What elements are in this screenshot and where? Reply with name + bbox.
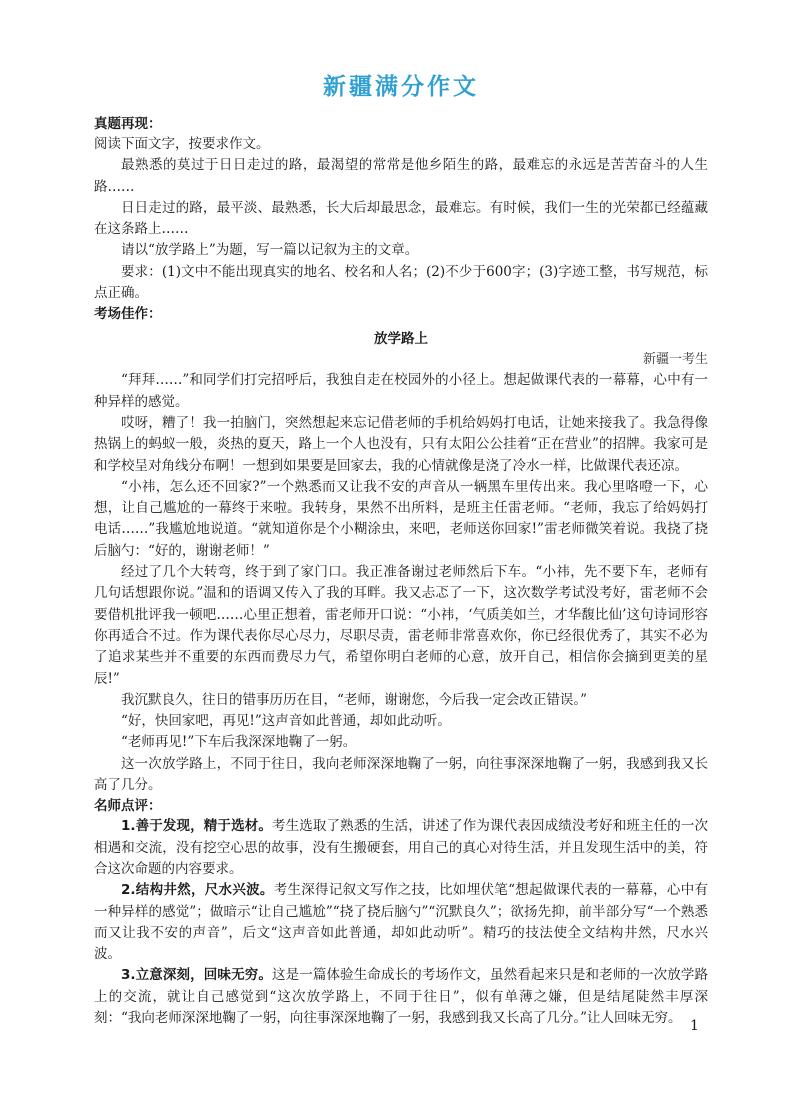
essay-paragraph: 经过了几个大转弯，终于到了家门口。我正准备谢过老师然后下车。“小祎，先不要下车，老师有几句话想跟你说。”温和的语调又传入了我的耳畔。我又忐忑了一下，这次数学考试没考好，雷老师不会要借机批评我一顿吧……心里正想着，雷老师开口说：“小祎，‘气质美如兰，才华馥比仙’这句诗词形容你再适合不过。作为课代表你尽心尽力，尽职尽责，雷老师非常喜欢你，你已经很优秀了，其实不必为了追求某些并不重要的东西而费尽力气，希望你明白老师的心意，放开自己，相信你会摘到更美的星辰!” [94,564,708,687]
document-page [94,72,708,1029]
comment-point-lead: 2.结构井然，尺水兴波。 [121,882,274,899]
comment-point-text: 考生深得记叙文写作之技，比如埋伏笔“想起做课代表的一幕幕，心中有一种异样的感觉”；做暗示“让自己尴尬”“挠了挠后脑勺”“沉默良久”；欲扬先抑，前半部分写“一个熟悉而又让我不安的声音”，后文“这声音如此普通，却如此动听”。精巧的技法使全文结构井然，尺水兴波。 [94,882,708,963]
comment-section [94,796,708,1029]
page-title: 新疆满分作文 [323,74,479,100]
prompt-heading: 真题再现： [94,116,162,132]
essay-paragraph: “拜拜……”和同学们打完招呼后，我独自走在校园外的小径上。想起做课代表的一幕幕，心中有一种异样的感觉。 [94,372,708,410]
essay-paragraph: 我沉默良久，往日的错事历历在目，“老师，谢谢您，今后我一定会改正错误。” [121,691,588,708]
comment-point [94,880,708,965]
comment-heading: 名师点评： [94,798,162,815]
essay-heading: 考场佳作： [94,306,162,323]
prompt-quote-2: 日日走过的路，最平淡、最熟悉，长大后却最思念，最难忘。有时候，我们一生的光荣都已经蕴藏在这条路上…… [94,199,708,238]
prompt-section [94,114,708,304]
essay-paragraph: 这一次放学路上，不同于往日，我向老师深深地鞠了一躬，向往事深深地鞠了一躬，我感到我又长高了几分。 [94,755,708,794]
comment-point [94,816,708,880]
comment-point [94,965,708,1029]
prompt-instruction: 请以“放学路上”为题，写一篇以记叙为主的文章。 [121,242,419,259]
comment-point-lead: 1.善于发现，精于选材。 [121,818,272,835]
comment-point-text: 这是一篇体验生命成长的考场作文，虽然看起来只是和老师的一次放学路上的交流，就让自己感觉到“这次放学路上，不同于往日”，似有单薄之嫌，但是结尾陡然丰厚深刻：“我向老师深深地鞠了一躬，向往事深深地鞠了一躬，我感到我又长高了几分。”让人回味无穷。 [94,967,709,1026]
essay-paragraph: 哎呀，糟了！我一拍脑门，突然想起来忘记借老师的手机给妈妈打电话，让她来接我了。我急得像热锅上的蚂蚁一般，炎热的夏天，路上一个人也没有，只有太阳公公挂着“正在营业”的招牌。我家可是和学校呈对角线分布啊！一想到如果要是回家去，我的心情就像是浇了冷水一样，比做课代表还凉。 [94,414,708,474]
comment-point-text: 考生选取了熟悉的生活，讲述了作为课代表因成绩没考好和班主任的一次相遇和交流，没有挖空心思的故事，没有生搬硬套，用自己的真心对待生活，并且发现生活中的美，符合这次命题的内容要求。 [94,818,709,877]
essay-author: 新疆一考生 [642,352,708,368]
comment-point-lead: 3.立意深刻，回味无穷。 [121,967,272,984]
page-number: 1 [690,1018,699,1034]
essay-paragraph: “小祎，怎么还不回家?”一个熟悉而又让我不安的声音从一辆黑车里传出来。我心里咯噔一下，心想，让自己尴尬的一幕终于来啦。我转身，果然不出所料，是班主任雷老师。“老师，我忘了给妈妈打电话……”我尴尬地说道。“就知道你是个小糊涂虫，来吧，老师送你回家!”雷老师微笑着说。我挠了挠后脑勺：“好的，谢谢老师！” [94,478,708,559]
prompt-quote-1: 最熟悉的莫过于日日走过的路，最渴望的常常是他乡陌生的路，最难忘的永远是苦苦奋斗的人生路…… [94,157,708,195]
essay-title: 放学路上 [374,331,428,348]
prompt-requirements: 要求：(1)文中不能出现真实的地名、校名和人名；(2)不少于600字；(3)字迹工整，书写规范，标点正确。 [94,263,708,302]
essay-paragraph: “老师再见!”下车后我深深地鞠了一躬。 [121,734,357,751]
essay-section [94,304,708,796]
prompt-intro: 阅读下面文字，按要求作文。 [94,136,270,152]
essay-paragraph: “好，快回家吧，再见!”这声音如此普通，却如此动听。 [121,713,451,730]
